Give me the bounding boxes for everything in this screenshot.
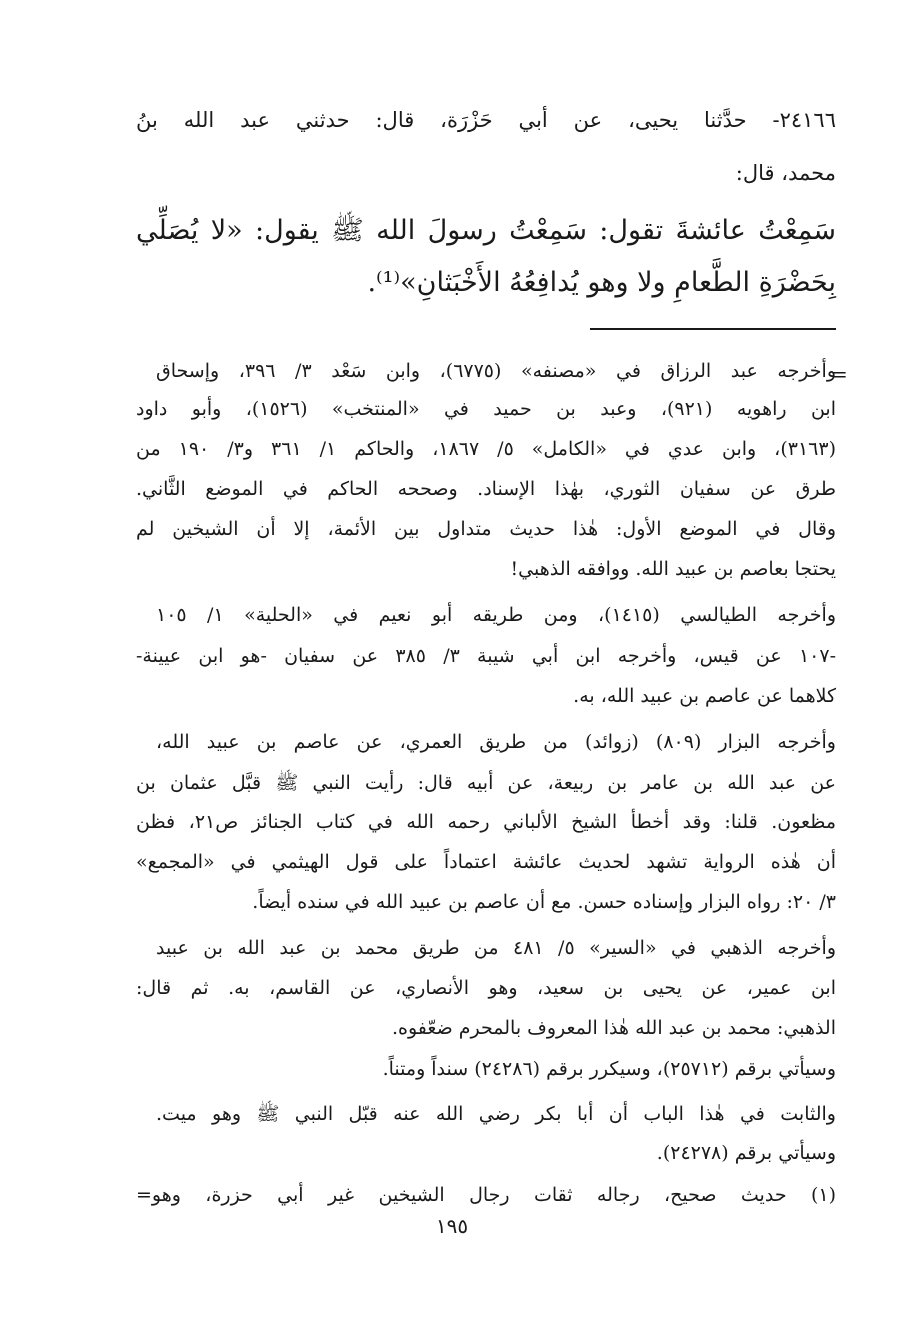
page-number: ١٩٥ bbox=[435, 1214, 469, 1238]
footnote-line: وأخرجه الذهبي في «السير» ٥/ ٤٨١ من طريق محمد بن عبد الله بن عبيد bbox=[156, 937, 836, 959]
footnote-line: والثابت في هٰذا الباب أن أبا بكر رضي الله عنه قبّل النبي ﷺ وهو ميت. bbox=[156, 1103, 836, 1125]
footnote-line: يحتجا بعاصم بن عبيد الله. ووافقه الذهبي! bbox=[510, 558, 836, 580]
footnote-line: ابن راهويه (٩٢١)، وعبد بن حميد في «المنتخب» (١٥٢٦)، وأبو داود bbox=[136, 398, 836, 420]
matn-line: بِحَضْرَةِ الطَّعامِ ولا وهو يُدافِعُهُ الأَخْبَثانِ»⁽¹⁾. bbox=[367, 267, 836, 298]
isnad-line: محمد، قال: bbox=[735, 161, 836, 185]
footnote-line: وسيأتي برقم (٢٥٧١٢)، وسيكرر برقم (٢٤٢٨٦) سنداً ومتناً. bbox=[382, 1058, 836, 1080]
footnote-line: وقال في الموضع الأول: هٰذا حديث متداول بين الأئمة، إلا أن الشيخين لم bbox=[136, 518, 836, 540]
footnote-separator bbox=[590, 328, 836, 330]
footnote-line: طرق عن سفيان الثوري، بهٰذا الإسناد. وصححه الحاكم في الموضع الثَّاني. bbox=[136, 478, 836, 500]
isnad-line: ٢٤١٦٦- حدَّثنا يحيى، عن أبي حَزْرَة، قال: حدثني عبد الله بنُ bbox=[136, 108, 836, 132]
footnote-line: ابن عمير، عن يحيى بن سعيد، وهو الأنصاري، عن القاسم، به. ثم قال: bbox=[136, 977, 836, 999]
footnote-line: كلاهما عن عاصم بن عبيد الله، به. bbox=[573, 685, 836, 707]
matn-line: سَمِعْتُ عائشةَ تقول: سَمِعْتُ رسولَ الله ﷺ يقول: «لا يُصَلِّي bbox=[136, 215, 836, 246]
footnote-line: وأخرجه البزار (٨٠٩) (زوائد) من طريق العمري، عن عاصم بن عبيد الله، bbox=[156, 731, 836, 753]
footnote-1: (١) حديث صحيح، رجاله ثقات رجال الشيخين غير أبي حزرة، وهو= bbox=[136, 1184, 836, 1206]
continuation-mark: = bbox=[831, 362, 848, 386]
footnote-line: مظعون. قلنا: وقد أخطأ الشيخ الألباني رحمه الله في كتاب الجنائز ص٢١، فظن bbox=[136, 811, 836, 833]
footnote-line: عن عبد الله بن عامر بن ربيعة، عن أبيه قال: رأيت النبي ﷺ قبَّل عثمان بن bbox=[136, 772, 836, 794]
footnote-line: وسيأتي برقم (٢٤٢٧٨). bbox=[656, 1142, 836, 1164]
footnote-line: وأخرجه عبد الرزاق في «مصنفه» (٦٧٧٥)، وابن سَعْد ٣/ ٣٩٦، وإسحاق bbox=[156, 360, 836, 382]
footnote-line: -١٠٧ عن قيس، وأخرجه ابن أبي شيبة ٣/ ٣٨٥ عن سفيان -هو ابن عيينة- bbox=[136, 645, 836, 667]
footnote-line: (٣١٦٣)، وابن عدي في «الكامل» ٥/ ١٨٦٧، والحاكم ١/ ٣٦١ و٣/ ١٩٠ من bbox=[136, 438, 836, 460]
footnote-line: ٣/ ٢٠: رواه البزار وإسناده حسن. مع أن عاصم بن عبيد الله في سنده أيضاً. bbox=[252, 891, 836, 913]
footnote-line: أن هٰذه الرواية تشهد لحديث عائشة اعتماداً على قول الهيثمي في «المجمع» bbox=[136, 851, 836, 873]
footnote-line: الذهبي: محمد بن عبد الله هٰذا المعروف بالمحرم ضعّفوه. bbox=[391, 1017, 836, 1039]
footnote-line: وأخرجه الطيالسي (١٤١٥)، ومن طريقه أبو نعيم في «الحلية» ١/ ١٠٥ bbox=[156, 604, 836, 626]
